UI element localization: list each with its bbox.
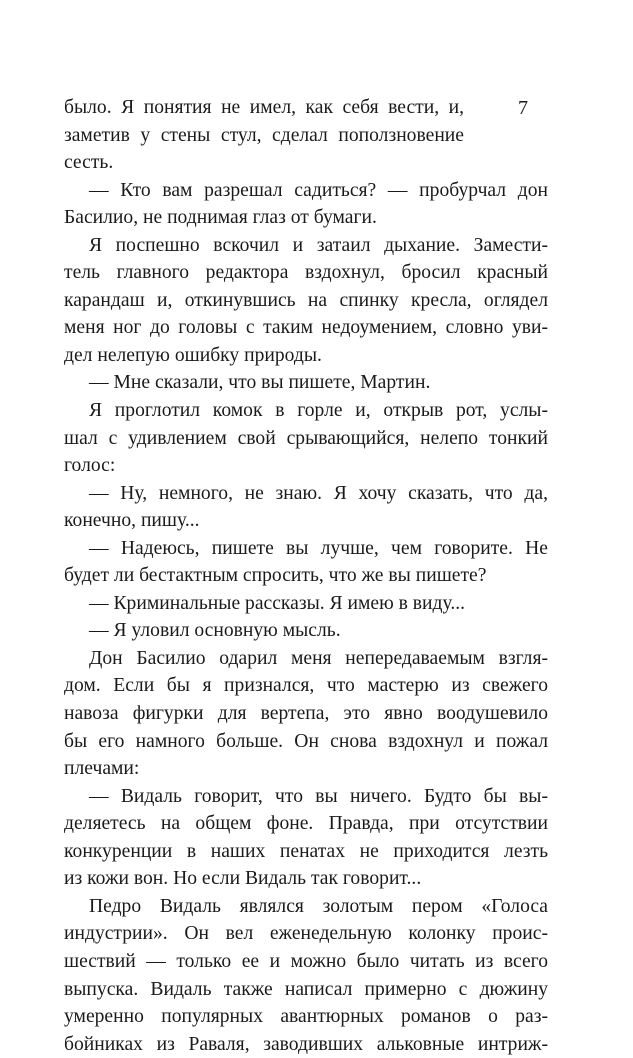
text-line: шал с удивлением свой срывающийся, нелепо тонкий — [64, 427, 548, 449]
text-line: дом. Если бы я признался, что мастерю из свежего — [64, 675, 548, 697]
text-line: деляетесь на общем фоне. Правда, при отсутствии — [64, 813, 548, 835]
text-line: было. Я понятия не имел, как себя вести, и, — [64, 97, 464, 118]
text-line: Я поспешно вскочил и затаил дыхание. Замести- — [89, 234, 548, 256]
text-line: будет ли бестактным спросить, что же вы пишете? — [64, 565, 487, 587]
text-line: — Мне сказали, что вы пишете, Мартин. — [89, 372, 431, 394]
text-line: голос: — [64, 455, 116, 477]
text-line: умеренно популярных авантюрных романов о раз- — [64, 1006, 548, 1028]
text-line: бы его намного больше. Он снова вздохнул и пожал — [64, 730, 548, 752]
text-line: сесть. — [64, 152, 114, 174]
text-line: — Кто вам разрешал садиться? — пробурчал дон — [89, 179, 548, 201]
body-text — [64, 94, 548, 1058]
text-line: индустрии». Он вел еженедельную колонку проис- — [64, 923, 548, 945]
text-line: шествий — только ее и можно было читать из всего — [64, 950, 548, 972]
text-line: — Я уловил основную мысль. — [89, 620, 341, 642]
text-line: заметив у стены стул, сделал поползновение — [64, 124, 464, 146]
text-line: Педро Видаль являлся золотым пером «Голоса — [89, 895, 548, 917]
text-line: плечами: — [64, 758, 140, 780]
text-line: выпуска. Видаль также написал примерно с дюжину — [64, 978, 548, 1000]
text-line: бойниках из Раваля, заводивших альковные интриж- — [64, 1033, 548, 1055]
text-line: дел нелепую ошибку природы. — [64, 344, 322, 366]
text-line: конкуренции в наших пенатах не приходится лезть — [64, 840, 548, 862]
text-line: навоза фигурки для вертепа, это явно воодушевило — [64, 703, 548, 725]
text-line: — Криминальные рассказы. Я имею в виду... — [89, 592, 466, 614]
text-line: из кожи вон. Но если Видаль так говорит... — [64, 868, 422, 890]
text-line: Дон Басилио одарил меня непередаваемым взгля- — [89, 647, 548, 669]
text-line: — Ну, немного, не знаю. Я хочу сказать, что да, — [89, 482, 548, 504]
text-line: — Надеюсь, пишете вы лучше, чем говорите. Не — [89, 537, 548, 559]
text-line: карандаш и, откинувшись на спинку кресла, оглядел — [64, 289, 548, 311]
text-line: меня ног до головы с таким недоумением, словно уви- — [64, 317, 548, 339]
text-line: Басилио, не поднимая глаз от бумаги. — [64, 207, 377, 229]
text-line: — Видаль говорит, что вы ничего. Будто бы вы- — [89, 785, 548, 807]
text-line: конечно, пишу... — [64, 510, 200, 532]
text-line: Я проглотил комок в горле и, открыв рот, услы- — [89, 400, 548, 422]
text-line: тель главного редактора вздохнул, бросил красный — [64, 262, 548, 284]
page-number: 7 — [518, 97, 528, 119]
